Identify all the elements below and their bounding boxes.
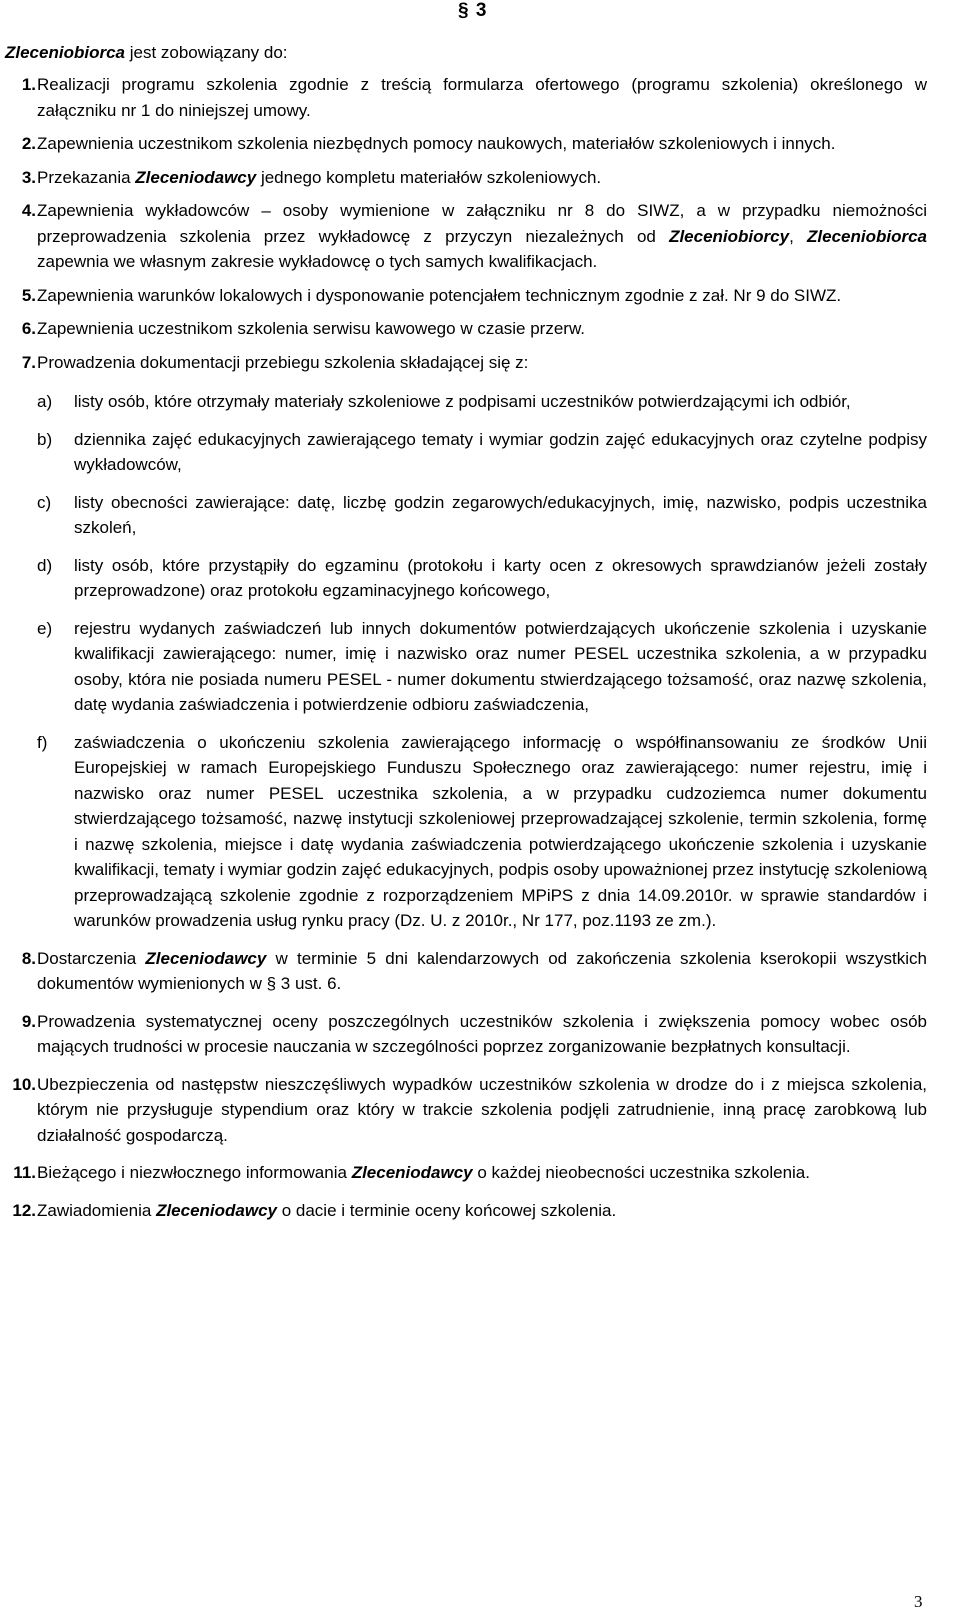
list-item (0, 165, 960, 191)
sub-item-text: zaświadczenia o ukończeniu szkolenia zawierającego informację o współfinansowaniu ze środków Unii Europejskiej w ramach Europejskiego Funduszu Społecznego oraz zawierającego: numer rejestru, imię i nazwisko oraz numer PESEL uczestnika szkolenia, a w przypadku cudzoziemca numer dokumentu stwierdzającego tożsamość, nazwę instytucji szkoleniowej przeprowadzającej szkolenie, termin szkolenia, formę i nazwę szkolenia, miejsce i datę wydania zaświadczenia potwierdzającego ukończenie szkolenia i uzyskanie kwalifikacji, tematy i wymiar godzin zajęć edukacyjnych, podpis osoby upoważnionej przez instytucję szkoleniową przeprowadzającą szkolenie zgodnie z rozporządzeniem MPiPS z dnia 14.09.2010r. w sprawie standardów i warunków prowadzenia usług rynku pracy (Dz. U. z 2010r., Nr 177, poz.1193 ze zm.). (74, 732, 927, 930)
text-run: Zapewnienia uczestnikom szkolenia serwisu kawowego w czasie przerw. (37, 319, 586, 338)
text-run: Prowadzenia systematycznej oceny poszczególnych uczestników szkolenia i zwiększenia pomocy wobec osób mających trudności w procesie nauczania w szczególności poprzez zorganizowanie bezpłatnych konsultacji. (37, 1011, 927, 1056)
item-number: 11. (13, 1163, 36, 1182)
item-number: 9. (21, 1011, 36, 1031)
list-item (0, 350, 960, 376)
section-heading: § 3 (458, 0, 488, 21)
list-item (0, 1009, 960, 1060)
item-number: 6. (21, 319, 36, 338)
item-number: 8. (21, 948, 36, 968)
sub-item-text: listy osób, które przystąpiły do egzaminu (protokołu i karty ocen z okresowych sprawdzianów jeżeli zostały przeprowadzone) oraz protokołu egzaminacyjnego końcowego, (74, 555, 927, 600)
sub-item (0, 389, 960, 415)
party-name: Zleceniodawcy (156, 1200, 277, 1220)
text-run: Zapewnienia wykładowców – osoby wymienione w załączniku nr 8 do SIWZ, a w przypadku niemożności przeprowadzenia szkolenia przez wykładowcę z przyczyn niezależnych od (37, 201, 927, 246)
intro-subject: Zleceniobiorca (5, 43, 125, 62)
item-number: 2. (21, 134, 36, 153)
party-name: Zleceniodawcy (135, 167, 257, 187)
text-run: Zapewnienia warunków lokalowych i dysponowanie potencjałem technicznym zgodnie z zał. Nr 9 do SIWZ. (37, 285, 842, 305)
item-text (37, 1198, 927, 1224)
item-text (37, 72, 927, 123)
item-number: 12. (12, 1200, 36, 1220)
item-text (37, 1160, 927, 1186)
item-number: 10. (12, 1074, 36, 1094)
item-text (37, 350, 927, 376)
sub-item-label: d) (37, 555, 53, 575)
text-run: zapewnia we własnym zakresie wykładowcę o tych samych kwalifikacjach. (37, 252, 598, 271)
party-name: Zleceniodawcy (145, 948, 267, 968)
list-item (0, 131, 960, 157)
list-item (0, 198, 960, 275)
list-item (0, 283, 960, 309)
text-run: jednego kompletu materiałów szkoleniowych. (256, 167, 602, 187)
sub-item (0, 730, 960, 934)
list-item (0, 946, 960, 997)
sub-item (0, 616, 960, 718)
sub-item-label: b) (37, 429, 53, 449)
text-run: Przekazania (37, 167, 136, 187)
text-run: o każdej nieobecności uczestnika szkolenia. (472, 1163, 810, 1182)
text-run: Zawiadomienia (37, 1200, 157, 1220)
sub-item-text: listy obecności zawierające: datę, liczbę godzin zegarowych/edukacyjnych, imię, nazwisko, podpis uczestnika szkoleń, (74, 492, 927, 537)
list-item (0, 72, 960, 123)
sub-item (0, 553, 960, 604)
sub-item-label: f) (37, 732, 48, 752)
text-run: Bieżącego i niezwłocznego informowania (37, 1163, 352, 1182)
item-text (37, 283, 927, 309)
text-run: w terminie 5 dni kalendarzowych od zakończenia szkolenia kserokopii wszystkich dokumentów wymienionych w § 3 ust. 6. (37, 948, 928, 993)
text-run: , (789, 226, 808, 246)
text-run: Dostarczenia (37, 948, 146, 968)
list-item (0, 1198, 960, 1224)
item-number: 4. (21, 201, 36, 220)
text-run: Zapewnienia uczestnikom szkolenia niezbędnych pomocy naukowych, materiałów szkoleniowych i innych. (37, 134, 836, 153)
item-text (37, 165, 927, 191)
item-number: 3. (21, 167, 36, 187)
text-run: Realizacji programu szkolenia zgodnie z treścią formularza ofertowego (programu szkolenia) określonego w załączniku nr 1 do niniejszej umowy. (37, 75, 927, 120)
list-item (0, 1160, 960, 1186)
party-name: Zleceniobiorcy (669, 226, 790, 246)
item-text (37, 198, 927, 275)
sub-item (0, 490, 960, 541)
item-number: 1. (21, 75, 36, 94)
item-text (37, 131, 927, 157)
item-text (37, 316, 927, 342)
sub-item-label: c) (37, 492, 52, 512)
sub-item-text: dziennika zajęć edukacyjnych zawierającego tematy i wymiar godzin zajęć edukacyjnych oraz czytelne podpisy wykładowców, (74, 429, 927, 474)
sub-item-label: a) (37, 392, 53, 411)
intro-rest: jest zobowiązany do: (124, 43, 288, 62)
item-text (37, 946, 927, 997)
text-run: Prowadzenia dokumentacji przebiegu szkolenia składającej się z: (37, 352, 529, 372)
party-name: Zleceniodawcy (351, 1163, 473, 1182)
sub-item-text: listy osób, które otrzymały materiały szkoleniowe z podpisami uczestników potwierdzającymi ich odbiór, (74, 392, 851, 411)
intro-line (5, 40, 288, 66)
item-text (37, 1009, 927, 1060)
item-text (37, 1072, 927, 1149)
party-name: Zleceniobiorca (807, 226, 927, 246)
sub-item (0, 427, 960, 478)
page-number: 3 (914, 1592, 923, 1611)
item-number: 5. (21, 285, 36, 305)
sub-item-label: e) (37, 618, 53, 638)
list-item (0, 316, 960, 342)
list-item (0, 1072, 960, 1149)
text-run: Ubezpieczenia od następstw nieszczęśliwych wypadków uczestników szkolenia w drodze do i z miejsca szkolenia, którym nie przysługuje stypendium oraz który w trakcie szkolenia podjęli zatrudnienie, inną pracę zarobkową lub działalność gospodarczą. (37, 1074, 927, 1145)
sub-item-text: rejestru wydanych zaświadczeń lub innych dokumentów potwierdzających ukończenie szkolenia i uzyskanie kwalifikacji zawierającego: numer, imię i nazwisko oraz numer PESEL uczestnika szkolenia, a w przypadku osoby, która nie posiada numeru PESEL - numer dokumentu stwierdzającego tożsamość, oraz nazwę szkolenia, datę wydania zaświadczenia i potwierdzenie odbioru zaświadczenia, (74, 618, 927, 714)
item-number: 7. (21, 352, 36, 372)
text-run: o dacie i terminie oceny końcowej szkolenia. (277, 1200, 617, 1220)
obligations-list (0, 72, 960, 1223)
